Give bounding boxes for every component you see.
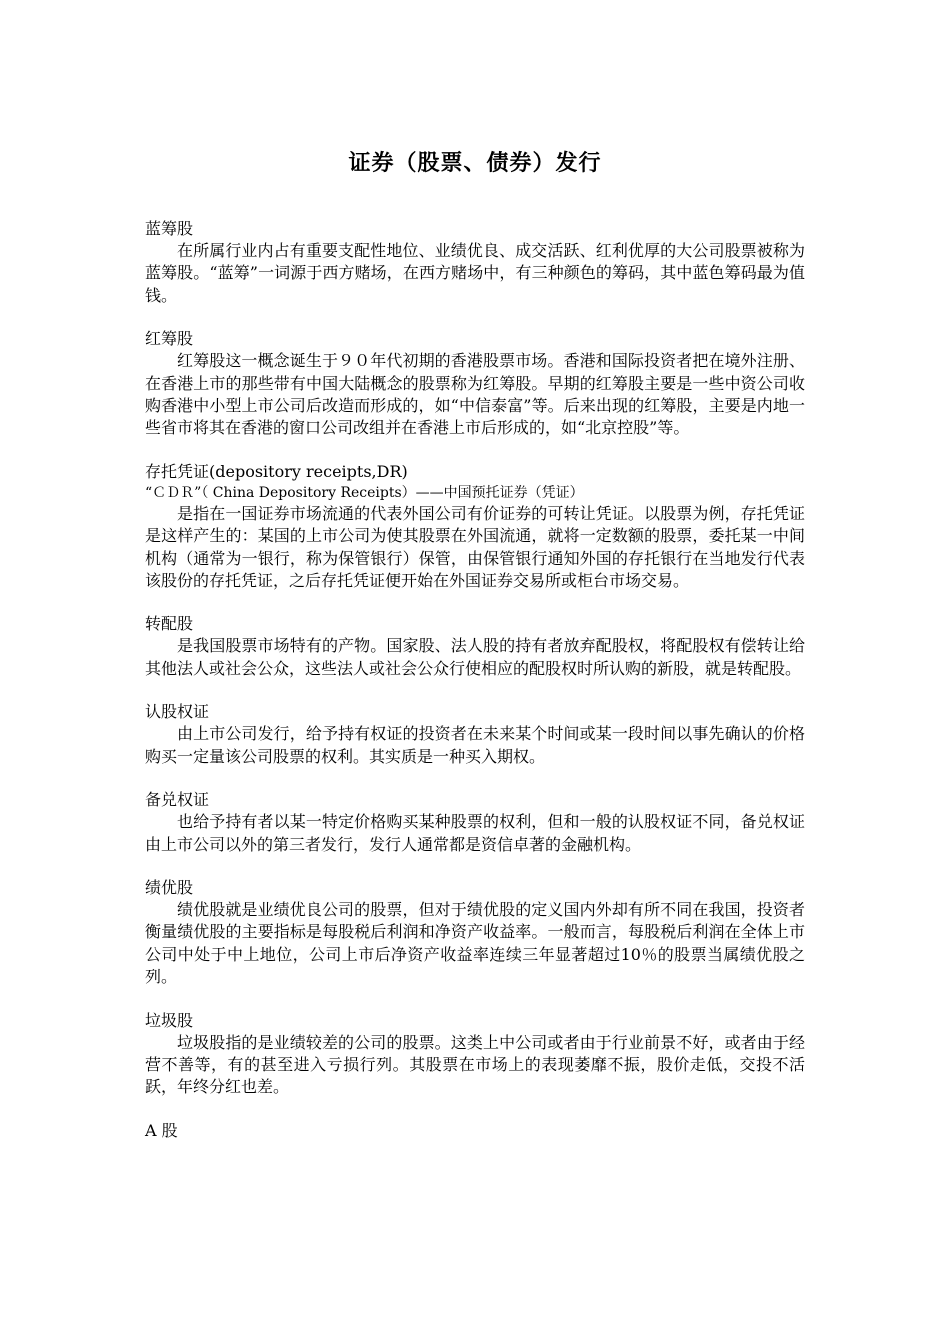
document-body — [145, 218, 805, 1163]
section-paragraph: 绩优股就是业绩优良公司的股票，但对于绩优股的定义国内外却有所不同在我国，投资者衡量绩优股的主要指标是每股税后利润和净资产收益率。一般而言，每股税后利润在全体上市公司中处于中上地位，公司上市后净资产收益率连续三年显著超过10％的股票当属绩优股之列。 — [145, 899, 805, 987]
section-red-chip — [145, 328, 805, 440]
section-heading: 蓝筹股 — [145, 219, 194, 238]
section-paragraph: 是我国股票市场特有的产物。国家股、法人股的持有者放弃配股权，将配股权有偿转让给其他法人或社会公众，这些法人或社会公众行使相应的配股权时所认购的新股，就是转配股。 — [145, 636, 805, 678]
section-heading: 认股权证 — [145, 702, 210, 722]
section-transferred-rights — [145, 613, 805, 680]
section-heading: 垃圾股 — [145, 1010, 194, 1030]
document-title: 证券（股票、债券）发行 — [348, 150, 602, 176]
section-heading: 备兑权证 — [145, 790, 210, 810]
section-subheading: “ＣＤＲ”（ China Depository Receipts）——中国预托证券（凭证） — [145, 484, 584, 501]
section-paragraph: 红筹股这一概念诞生于９０年代初期的香港股票市场。香港和国际投资者把在境外注册、在香港上市的那些带有中国大陆概念的股票称为红筹股。早期的红筹股主要是一些中资公司收购香港中小型上市公司后改造而形成的，如“中信泰富”等。后来出现的红筹股，主要是内地一些省市将其在香港的窗口公司改组并在香港上市后形成的，如“北京控股”等。 — [145, 351, 805, 438]
section-heading: 红筹股 — [145, 329, 194, 349]
section-heading: 绩优股 — [145, 877, 194, 897]
section-junk-stock — [145, 1010, 805, 1099]
section-heading: 存托凭证(depository receipts,DR) — [145, 461, 408, 481]
section-blue-chip-performers — [145, 877, 805, 989]
section-depository-receipts — [145, 461, 805, 593]
section-paragraph: 也给予持有者以某一特定价格购买某种股票的权利，但和一般的认股权证不同，备兑权证由上市公司以外的第三者发行，发行人通常都是资信卓著的金融机构。 — [145, 812, 805, 854]
section-heading: A 股 — [145, 1120, 178, 1140]
section-heading: 转配股 — [145, 614, 194, 634]
section-blue-chip — [145, 218, 805, 307]
section-warrants — [145, 701, 805, 768]
section-paragraph: 是指在一国证券市场流通的代表外国公司有价证券的可转让凭证。以股票为例，存托凭证是这样产生的：某国的上市公司为使其股票在外国流通，就将一定数额的股票，委托某一中间机构（通常为一银行，称为保管银行）保管，由保管银行通知外国的存托银行在当地发行代表该股份的存托凭证，之后存托凭证便开始在外国证券交易所或柜台市场交易。 — [145, 503, 805, 591]
section-covered-warrants — [145, 789, 805, 856]
section-paragraph: 由上市公司发行，给予持有权证的投资者在未来某个时间或某一段时间以事先确认的价格购买一定量该公司股票的权利。其实质是一种买入期权。 — [145, 724, 805, 766]
section-a-shares — [145, 1120, 805, 1142]
section-paragraph: 在所属行业内占有重要支配性地位、业绩优良、成交活跃、红利优厚的大公司股票被称为蓝筹股。“蓝筹”一词源于西方赌场，在西方赌场中，有三种颜色的筹码，其中蓝色筹码最为值钱。 — [145, 241, 805, 305]
section-paragraph: 垃圾股指的是业绩较差的公司的股票。这类上中公司或者由于行业前景不好，或者由于经营不善等，有的甚至进入亏损行列。其股票在市场上的表现萎靡不振，股价走低，交投不活跃，年终分红也差。 — [145, 1032, 805, 1097]
